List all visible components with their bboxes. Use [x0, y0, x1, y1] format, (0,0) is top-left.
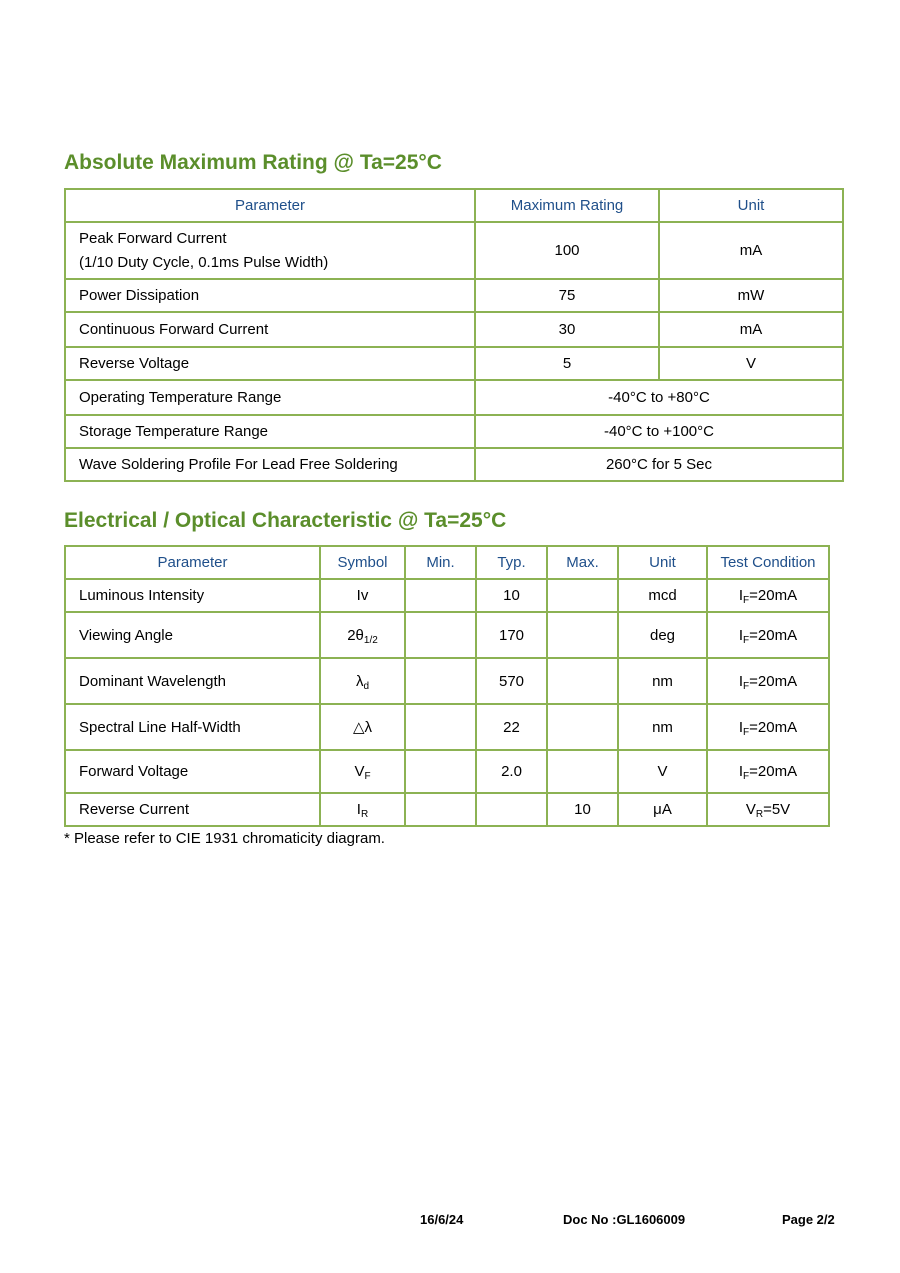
header-test-condition: Test Condition	[707, 546, 829, 579]
typ-cell: 22	[476, 704, 547, 750]
section-heading-absolute-max: Absolute Maximum Rating @ Ta=25°C	[64, 151, 442, 174]
symbol-cell	[320, 704, 405, 750]
param-cell: Power Dissipation	[65, 279, 475, 312]
condition-main: I	[738, 718, 744, 736]
min-cell	[405, 793, 476, 826]
param-cell: Luminous Intensity	[65, 579, 320, 612]
condition-rest: =20mA	[749, 672, 798, 690]
table-row	[65, 448, 843, 481]
condition-rest: =20mA	[749, 587, 798, 604]
symbol-sub: F	[364, 771, 371, 782]
typ-cell: 2.0	[476, 750, 547, 793]
param-cell: Continuous Forward Current	[65, 312, 475, 347]
table-row	[65, 279, 843, 312]
min-cell	[405, 750, 476, 793]
header-typ: Typ.	[476, 546, 547, 579]
param-line-1: Peak Forward Current	[79, 229, 227, 247]
param-cell: Operating Temperature Range	[65, 380, 475, 415]
unit-cell: V	[659, 347, 843, 380]
unit-cell: mA	[659, 222, 843, 279]
section-heading-electrical-optical: Electrical / Optical Characteristic @ Ta=25°C	[64, 509, 507, 532]
header-parameter: Parameter	[65, 189, 475, 222]
symbol-text: Iv	[356, 587, 369, 604]
condition-sub: F	[743, 595, 750, 606]
unit-cell: μA	[618, 793, 707, 826]
header-parameter: Parameter	[65, 546, 320, 579]
header-unit: Unit	[618, 546, 707, 579]
rating-cell: -40°C to +80°C	[475, 380, 843, 415]
max-cell	[547, 612, 618, 658]
symbol-cell	[320, 750, 405, 793]
symbol-sub: 1/2	[363, 634, 378, 646]
footer-page-number: Page 2/2	[782, 1212, 835, 1227]
symbol-cell	[320, 579, 405, 612]
table-row	[65, 612, 829, 658]
rating-cell: -40°C to +100°C	[475, 415, 843, 448]
min-cell	[405, 658, 476, 704]
symbol-cell	[320, 612, 405, 658]
symbol-text: △λ	[352, 719, 373, 736]
unit-cell: nm	[618, 704, 707, 750]
header-maximum-rating: Maximum Rating	[475, 189, 659, 222]
typ-cell	[476, 793, 547, 826]
param-cell: Viewing Angle	[65, 612, 320, 658]
condition-rest: =20mA	[749, 626, 798, 644]
unit-cell: mA	[659, 312, 843, 347]
condition-sub: R	[755, 809, 764, 820]
condition-main: V	[745, 801, 756, 818]
condition-sub: F	[743, 680, 750, 692]
rating-cell: 5	[475, 347, 659, 380]
unit-cell: mW	[659, 279, 843, 312]
footer-date: 16/6/24	[420, 1212, 464, 1227]
typ-cell: 10	[476, 579, 547, 612]
max-cell	[547, 704, 618, 750]
header-min: Min.	[405, 546, 476, 579]
rating-cell: 30	[475, 312, 659, 347]
condition-main: I	[738, 672, 744, 690]
condition-rest: =20mA	[749, 718, 798, 736]
condition-cell	[707, 612, 829, 658]
param-cell: Reverse Current	[65, 793, 320, 826]
max-cell: 10	[547, 793, 618, 826]
condition-main: I	[738, 587, 744, 604]
electrical-optical-table	[64, 545, 830, 827]
max-cell	[547, 750, 618, 793]
table-row	[65, 658, 829, 704]
param-line-2: (1/10 Duty Cycle, 0.1ms Pulse Width)	[79, 253, 329, 271]
symbol-sub: d	[363, 680, 370, 692]
symbol-text: 2θ	[347, 626, 364, 644]
table-header-row	[65, 189, 843, 222]
symbol-text: I	[356, 801, 361, 818]
absolute-max-rating-table	[64, 188, 844, 482]
condition-rest: =20mA	[749, 763, 798, 780]
table-header-row	[65, 546, 829, 579]
rating-cell: 260°C for 5 Sec	[475, 448, 843, 481]
param-cell: Spectral Line Half-Width	[65, 704, 320, 750]
condition-rest: =5V	[763, 801, 791, 818]
condition-cell	[707, 579, 829, 612]
symbol-text: V	[354, 763, 365, 780]
param-cell	[65, 222, 475, 279]
table-row	[65, 380, 843, 415]
footer-doc-number: Doc No :GL1606009	[563, 1212, 686, 1227]
condition-cell	[707, 793, 829, 826]
unit-cell: nm	[618, 658, 707, 704]
table-row	[65, 347, 843, 380]
rating-cell: 100	[475, 222, 659, 279]
param-cell: Dominant Wavelength	[65, 658, 320, 704]
unit-cell: deg	[618, 612, 707, 658]
param-cell: Reverse Voltage	[65, 347, 475, 380]
header-max: Max.	[547, 546, 618, 579]
min-cell	[405, 704, 476, 750]
table-row	[65, 750, 829, 793]
condition-cell	[707, 750, 829, 793]
footnote: * Please refer to CIE 1931 chromaticity diagram.	[64, 830, 385, 847]
header-unit: Unit	[659, 189, 843, 222]
symbol-cell	[320, 793, 405, 826]
symbol-sub: R	[360, 809, 369, 820]
max-cell	[547, 579, 618, 612]
condition-sub: F	[743, 726, 750, 738]
table-row	[65, 312, 843, 347]
symbol-text: λ	[355, 672, 364, 690]
unit-cell: V	[618, 750, 707, 793]
table-row	[65, 222, 843, 279]
table-row	[65, 579, 829, 612]
condition-cell	[707, 704, 829, 750]
symbol-cell	[320, 658, 405, 704]
param-cell: Storage Temperature Range	[65, 415, 475, 448]
param-cell: Forward Voltage	[65, 750, 320, 793]
header-symbol: Symbol	[320, 546, 405, 579]
typ-cell: 170	[476, 612, 547, 658]
unit-cell: mcd	[618, 579, 707, 612]
condition-cell	[707, 658, 829, 704]
max-cell	[547, 658, 618, 704]
param-cell: Wave Soldering Profile For Lead Free Soldering	[65, 448, 475, 481]
condition-sub: F	[743, 771, 750, 782]
typ-cell: 570	[476, 658, 547, 704]
condition-main: I	[738, 763, 744, 780]
condition-main: I	[738, 626, 744, 644]
table-row	[65, 704, 829, 750]
table-row	[65, 793, 829, 826]
min-cell	[405, 579, 476, 612]
table-row	[65, 415, 843, 448]
min-cell	[405, 612, 476, 658]
condition-sub: F	[743, 634, 750, 646]
rating-cell: 75	[475, 279, 659, 312]
